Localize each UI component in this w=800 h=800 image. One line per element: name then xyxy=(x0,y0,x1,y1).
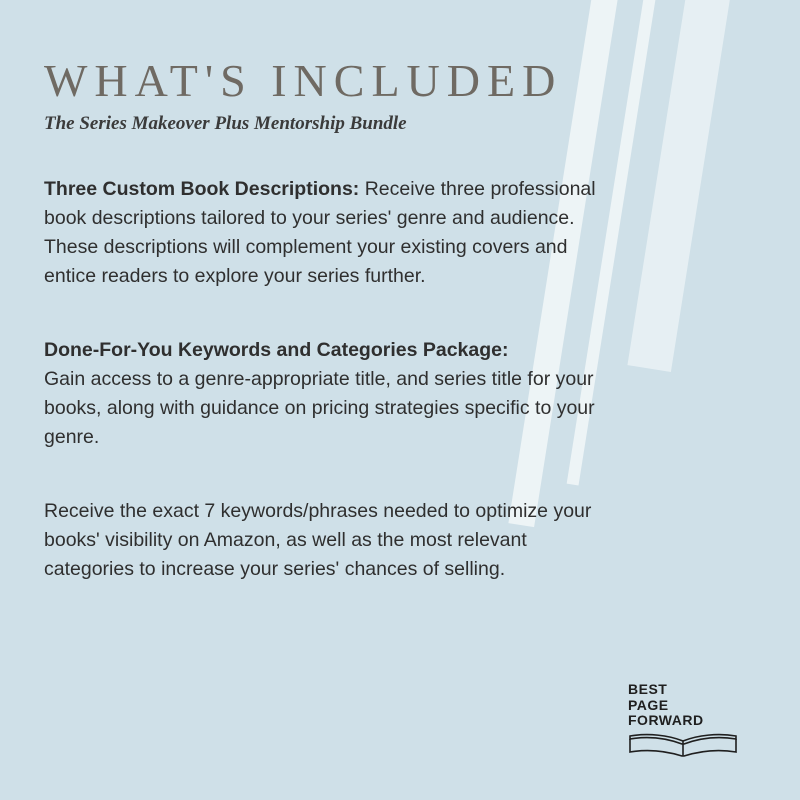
logo-line-1: BEST xyxy=(628,680,668,697)
section-book-descriptions xyxy=(44,175,599,292)
logo-line-2: PAGE xyxy=(628,696,669,713)
page-subtitle: The Series Makeover Plus Mentorship Bundle xyxy=(44,112,407,134)
section-spacer-2 xyxy=(44,479,756,497)
section-spacer xyxy=(44,318,756,336)
page-title: WHAT'S INCLUDED xyxy=(44,55,563,106)
open-book-icon xyxy=(628,732,740,758)
section-2-body: Gain access to a genre-appropriate title, and series title for your books, along with guidance on pricing strategies specific to your genre. xyxy=(44,367,595,449)
brand-logo xyxy=(628,682,748,758)
section-keywords-detail xyxy=(44,497,599,585)
section-keywords-categories xyxy=(44,336,599,453)
section-2-body-2: Receive the exact 7 keywords/phrases needed to optimize your books' visibility on Amazon, as well as the most relevant categories to increase your series' chances of selling. xyxy=(44,499,592,581)
section-2-lead: Done-For-You Keywords and Categories Package: xyxy=(44,338,509,361)
section-1-lead: Three Custom Book Descriptions: xyxy=(44,177,360,200)
logo-line-3: FORWARD xyxy=(628,712,704,729)
section-1-body: Receive three professional book descriptions tailored to your series' genre and audience. These descriptions will complement your existing covers and entice readers to explore your series further. xyxy=(44,177,596,288)
